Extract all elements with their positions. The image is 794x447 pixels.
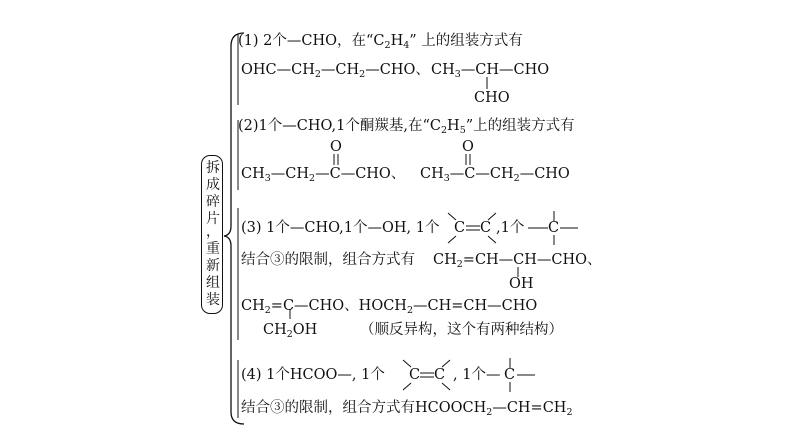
section1-formula-a: $OHC—CH_2—CH_2—CHO$、: [241, 62, 430, 80]
section3-c-right: C: [480, 220, 492, 236]
side-char: 组: [206, 275, 220, 291]
section3-combination-label: 结合③的限制，组合方式有: [241, 252, 415, 268]
section3-formula-b: $CH_2=C—CHO$、$HOCH_2—CH=CH—CHO$: [241, 298, 538, 316]
side-char: 拆: [206, 160, 220, 176]
side-char: 成: [206, 177, 220, 193]
section4-combination: 结合③的限制，组合方式有$HCOOCH_2—CH=CH_2$: [241, 400, 573, 418]
section4-c-left: C: [409, 367, 421, 383]
section2-oxygen-b: O: [462, 139, 474, 155]
side-char: 碎: [206, 194, 220, 210]
section1-heading: (1) 2个—CHO，在“$C_2H_4$” 上的组装方式有: [238, 33, 523, 51]
section3-heading-b: ,1个: [496, 220, 525, 236]
section1-formula-b: $CH_3—CH—CHO$: [431, 62, 550, 80]
side-char: 片: [206, 211, 220, 227]
side-char: 新: [206, 258, 220, 274]
side-label-box: [201, 155, 223, 314]
side-char: 重: [206, 241, 220, 257]
section4-heading-a: (4) 1个HCOO—, 1个: [241, 367, 385, 383]
section4-c-center: C: [504, 367, 516, 383]
section2-oxygen-a: O: [330, 139, 342, 155]
section3-formula-a: $CH_2=CH—CH—CHO$、: [433, 252, 602, 270]
section3-c-center: C: [548, 220, 560, 236]
section3-ch2oh: $CH_2OH$: [263, 322, 318, 340]
section3-oh: OH: [509, 276, 534, 292]
section4-heading-b: , 1个—: [453, 367, 501, 383]
side-char: ，: [206, 224, 220, 240]
section4-c-right: C: [434, 367, 446, 383]
section2-formula-a: $CH_3—CH_2—C—CHO$、: [241, 166, 406, 184]
side-char: 装: [206, 292, 220, 308]
section3-heading-a: (3) 1个—CHO,1个—OH, 1个: [241, 220, 440, 236]
section3-note: （顺反异构，这个有两种结构）: [360, 322, 563, 338]
section2-heading: (2)1个—CHO,1个酮羰基,在“$C_2H_5$”上的组装方式有: [238, 118, 575, 136]
section1-branch: CHO: [474, 90, 510, 106]
section3-c-left: C: [454, 220, 466, 236]
section2-formula-b: $CH_3—C—CH_2—CHO$: [420, 166, 570, 184]
